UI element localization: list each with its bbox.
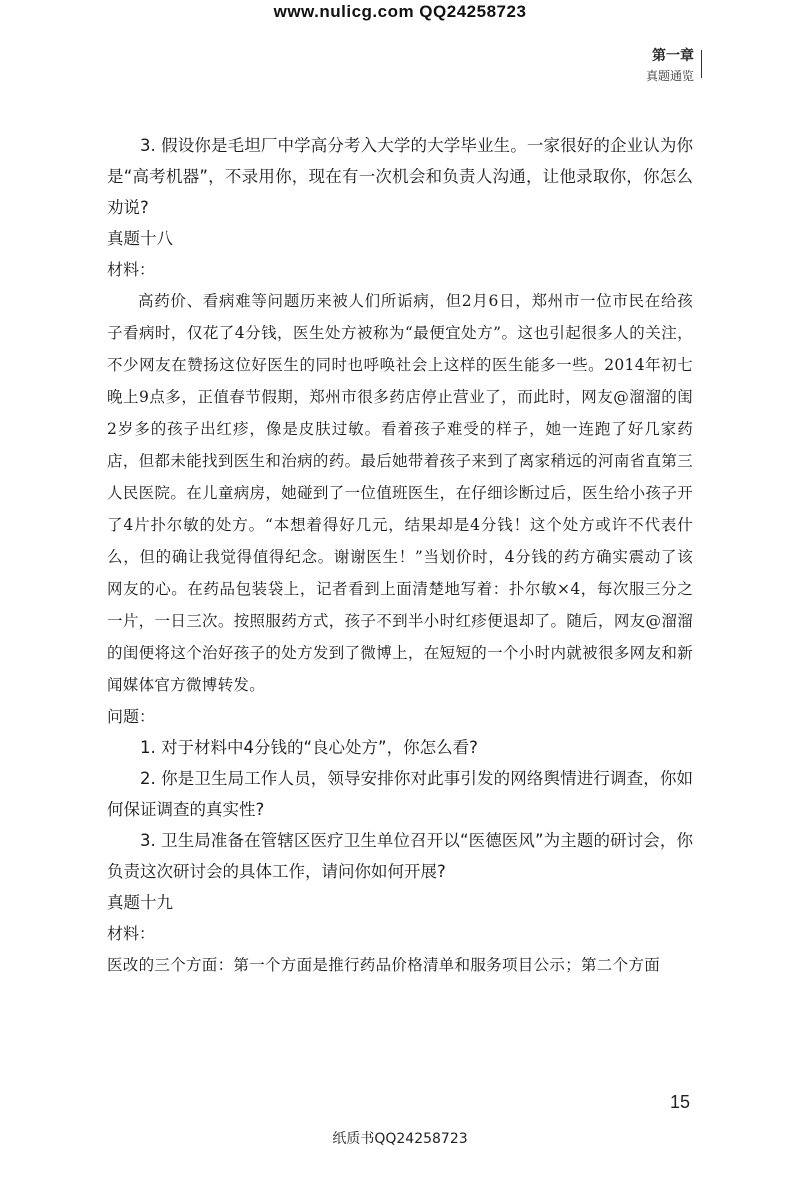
section-18-question-1: 1. 对于材料中4分钱的“良心处方”，你怎么看? [140, 738, 478, 757]
chapter-title: 第一章 [652, 48, 694, 64]
previous-question-3: 3. 假设你是毛坦厂中学高分考入大学的大学毕业生。一家很好的企业认为你是“高考机器”，不录用你，现在有一次机会和负责人沟通，让他录取你，你怎么劝说? [107, 136, 693, 217]
section-18-question-3: 3. 卫生局准备在管辖区医疗卫生单位召开以“医德医风”为主题的研讨会，你负责这次研讨会的具体工作，请问你如何开展? [107, 831, 693, 881]
section-19-material-label: 材料： [107, 924, 156, 943]
section-18-questions-label: 问题： [107, 707, 156, 726]
page-number: 15 [669, 1092, 690, 1112]
section-18-title: 真题十八 [107, 229, 173, 248]
bottom-watermark: 纸质书QQ24258723 [332, 1131, 468, 1147]
section-19-material: 医改的三个方面：第一个方面是推行药品价格清单和服务项目公示；第二个方面 [107, 956, 661, 974]
page-content [107, 130, 693, 981]
section-18-material: 高药价、看病难等问题历来被人们所诟病，但2月6日，郑州市一位市民在给孩子看病时，仅花了4分钱，医生处方被称为“最便宜处方”。这也引起很多人的关注，不少网友在赞扬这位好医生的同时也呼唤社会上这样的医生能多一些。2014年初七晚上9点多，正值春节假期，郑州市很多药店停止营业了，而此时，网友@溜溜的闺2岁多的孩子出红疹，像是皮肤过敏。看着孩子难受的样子，她一连跑了好几家药店，但都未能找到医生和治病的药。最后她带着孩子来到了离家稍远的河南省直第三人民医院。在儿童病房，她碰到了一位值班医生，在仔细诊断过后，医生给小孩子开了4片扑尔敏的处方。“本想着得好几元，结果却是4分钱！这个处方或许不代表什么，但的确让我觉得值得纪念。谢谢医生！”当划价时，4分钱的药方确实震动了该网友的心。在药品包装袋上，记者看到上面清楚地写着：扑尔敏×4，每次服三分之一片，一日三次。按照服药方式，孩子不到半小时红疹便退却了。随后，网友@溜溜的闺便将这个治好孩子的处方发到了微博上，在短短的一个小时内就被很多网友和新闻媒体官方微博转发。 [107, 292, 693, 694]
header-divider [701, 50, 702, 78]
section-18-material-label: 材料： [107, 260, 156, 279]
chapter-subtitle: 真题通览 [645, 69, 694, 83]
top-watermark: www.nulicg.com QQ24258723 [273, 2, 527, 21]
chapter-header [646, 46, 694, 85]
section-19-title: 真题十九 [107, 893, 173, 912]
section-18-question-2: 2. 你是卫生局工作人员，领导安排你对此事引发的网络舆情进行调查，你如何保证调查的真实性? [107, 769, 693, 819]
